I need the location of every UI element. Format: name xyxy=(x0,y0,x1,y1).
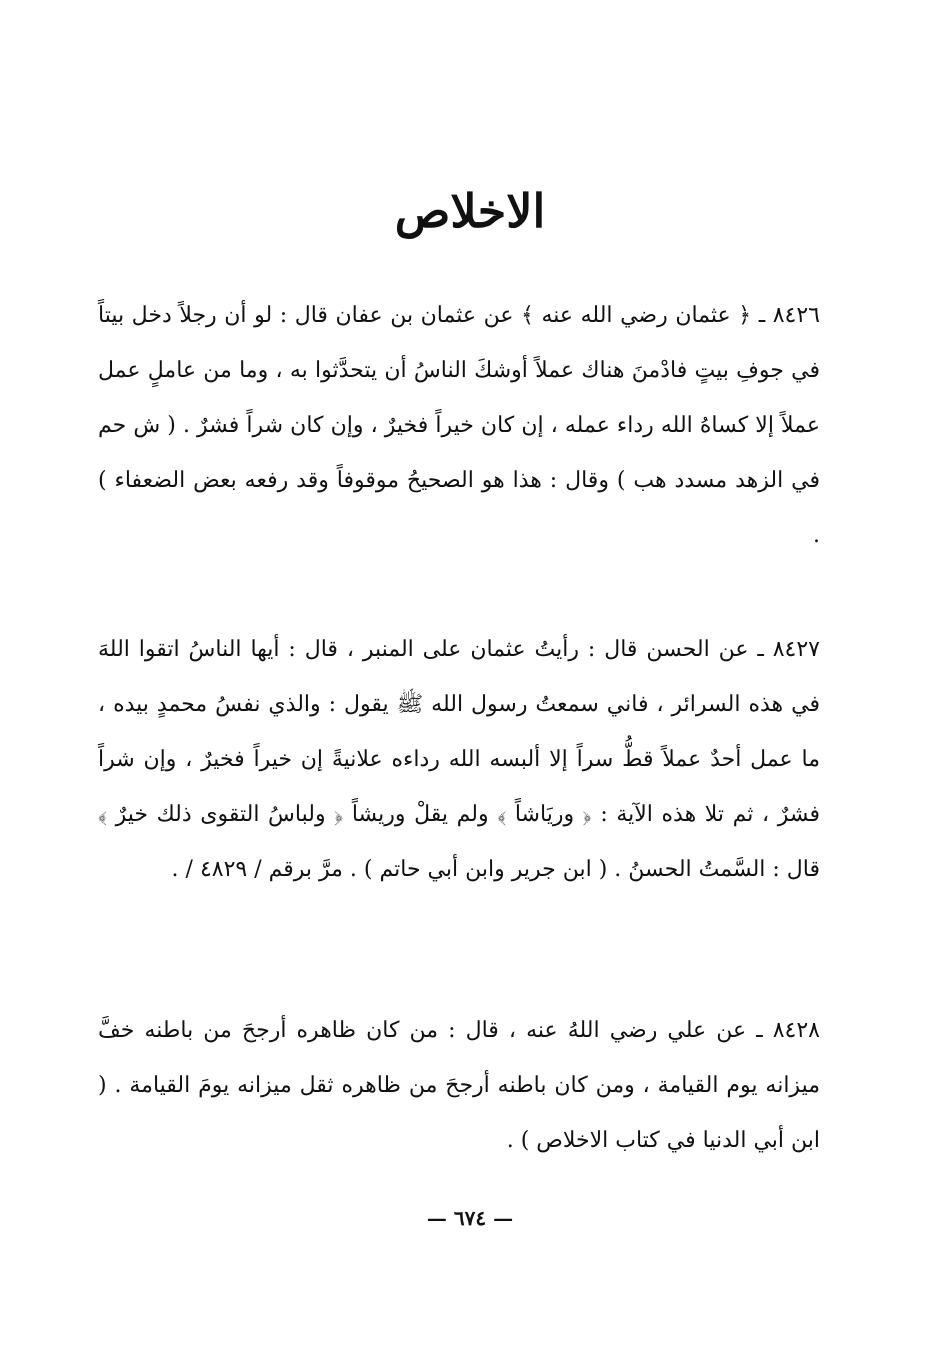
paragraph-text: ٨٤٢٨ ـ عن علي رضي اللهُ عنه ، قال : من كان ظاهره أرجحَ من باطنه خفَّ ميزانه يوم القيامة ، ومن كان باطنه أرجحَ من ظاهره ثقل ميزانه يومَ القيامة . ( ابن أبي الدنيا في كتاب الاخلاص ) . xyxy=(98,1018,820,1153)
hadith-paragraph-8427 xyxy=(98,622,820,897)
hadith-paragraph-8426 xyxy=(98,288,820,563)
paragraph-text: ٨٤٢٧ ـ عن الحسن قال : رأيتُ عثمان على المنبر ، قال : أيها الناسُ اتقوا اللهَ في هذه السرائر ، فاني سمعتُ رسول الله ﷺ يقول : والذي نفسُ محمدٍ بيده ، ما عمل أحدٌ عملاً قطُّ سراً إلا ألبسه الله رداءه علانيةً إن خيراً فخيرٌ ، وإن شراً فشرٌ ، ثم تلا هذه الآية : ﴿ وريَاشاً ﴾ ولم يقلْ وريشاً ﴿ ولباسُ التقوى ذلك خيرٌ ﴾ قال : السَّمتُ الحسنُ . ( ابن جرير وابن أبي حاتم ) . مرَّ برقم / ٤٨٢٩ / . xyxy=(98,637,820,882)
paragraph-text: ٨٤٢٦ ـ ﴿ عثمان رضي الله عنه ﴾ عن عثمان بن عفان قال : لو أن رجلاً دخل بيتاً في جوفِ بيتٍ فادْمنَ هناك عملاً أوشكَ الناسُ أن يتحدَّثوا به ، وما من عاملٍ عمل عملاً إلا كساهُ الله رداء عمله ، إن كان خيراً فخيرٌ ، وإن كان شراً فشرٌ . ( ش حم في الزهد مسدد هب ) وقال : هذا هو الصحيحُ موقوفاً وقد رفعه بعض الضعفاء ) . xyxy=(98,303,820,548)
page-number: — ٦٧٤ — xyxy=(426,1206,514,1230)
hadith-paragraph-8428 xyxy=(98,1003,820,1168)
section-title: الاخلاص xyxy=(394,184,546,238)
